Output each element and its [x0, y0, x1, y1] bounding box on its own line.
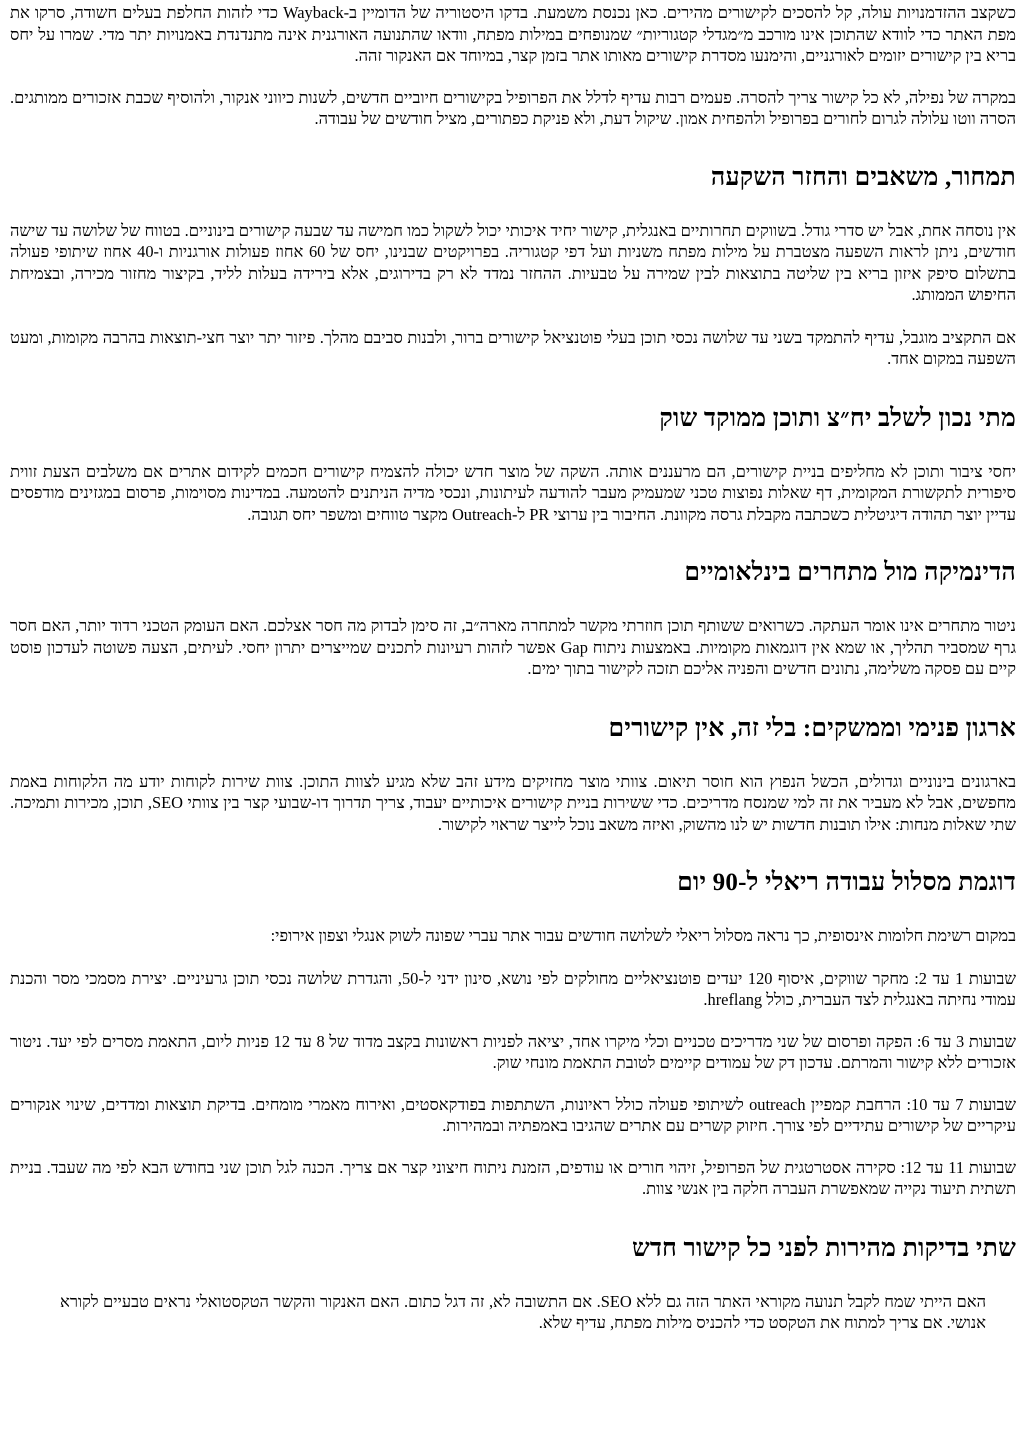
section-paragraph: אין נוסחה אחת, אבל יש סדרי גודל. בשווקים תחרותיים באנגלית, קישור יחיד איכותי יכול לשקול כמו חמישה עד שבעה קישורים בינוניים. בטווח של שלושה עד שישה חודשים, ניתן לראות השפעה מצטברת על מילות מפתח משניות ועל דפי קטגוריה. בפרויקטים שבנינו, יחס של 60 אחוז פעולות אורגניות ו-40 אחוז שיתופי פעולה בתשלום סיפק איזון בריא בין שליטה בתוצאות לבין שמירה על טבעיות. ההחזר נמדד לא רק בדירוגים, אלא בירידה בעלות לליד, בקיצור מחזור מכירה, ובצמיחת החיפוש הממותג. [10, 220, 1016, 304]
plan-step-paragraph: שבועות 7 עד 10: הרחבת קמפיין outreach לשיתופי פעולה כולל ראיונות, השתתפות בפודקאסטים, ואירוח מאמרי מומחים. בדיקת תוצאות ומדדים, שינוי אנקורים עיקריים של קישורים עתידיים לפי צורך. חיזוק קשרים עם אתרים שהגיבו באמפתיה ובמהירות. [10, 1094, 1016, 1135]
section-heading-quick-checks: שתי בדיקות מהירות לפני כל קישור חדש [631, 1234, 1016, 1262]
plan-step-paragraph: שבועות 3 עד 6: הפקה ופרסום של שני מדריכים טכניים וכלי מיקרו אחד, יציאה לפניות ראשונות בקצב מדוד של 8 עד 12 פניות ליום, התאמת מסרים לפי יעד. ניטור אזכורים ללא קישור והמרתם. עדכון דק של עמודים קיימים לטובת התאמת מונחי שוק. [10, 1031, 1016, 1072]
section-paragraph: ניטור מתחרים אינו אומר העתקה. כשרואים ששותף תוכן חוזרתי מקשר למתחרה מארה״ב, זה סימן לבדוק מה חסר אצלכם. האם העומק הטכני רדוד יותר, האם חסר גרף שמסביר תהליך, או שמא אין דוגמאות מקומיות. באמצעות ניתוח Gap אפשר לזהות רעיונות לתכנים שמייצרים יתרון יחסי. לעיתים, הצעה פשוטה לעדכון פוסט קיים עם פסקה משלימה, נתונים חדשים והפניה אליכם תזכה לקישור בתוך ימים. [10, 616, 1016, 678]
section-heading-90-day-plan: דוגמת מסלול עבודה ריאלי ל-90 יום [677, 869, 1016, 896]
plan-step-paragraph: שבועות 1 עד 2: מחקר שווקים, איסוף 120 יעדים פוטנציאליים מחולקים לפי נושא, סינון ידני ל-50, והגדרת שלושה נכסי תוכן גרעיניים. יצירת מסמכי מסר והכנת עמודי נחיתה באנגלית לצד העברית, כולל hreflang. [10, 968, 1016, 1009]
intro-paragraph: במקרה של נפילה, לא כל קישור צריך להסרה. פעמים רבות עדיף לדלל את הפרופיל בקישורים חיוביים חדשים, לשנות כיווני אנקור, ולהוסיף שכבת אזכורים ממותגים. הסרה ווטו עלולה לגרום לחורים בפרופיל ולהפחית אמון. שיקול דעת, ולא פניקת כפתורים, מציל חודשים של עבודה. [10, 87, 1016, 128]
intro-paragraph: כשקצב ההזדמנויות עולה, קל להסכים לקישורים מהירים. כאן נכנסת משמעת. בדקו היסטוריה של הדומיין ב-Wayback כדי לזהות החלפת בעלים חשודה, סרקו את מפת האתר כדי לוודא שהתוכן אינו מורכב מ״מגדלי קטגוריות״ שמנופחים במילות מפתח, וודאו שהתנועה האורגנית אינה מתנדנדת באמנויות יתר מדי. שמרו על יחס בריא בין קישורים יזומים לאורגניים, והימנעו מסדרת קישורים מאותו אתר בזמן קצר, במיוחד אם האנקור זהה. [10, 3, 1016, 65]
section-heading-pricing: תמחור, משאבים והחזר השקעה [710, 163, 1016, 191]
article-page [0, 2, 1024, 1450]
section-heading-competitors: הדינמיקה מול מתחרים בינלאומיים [684, 559, 1016, 586]
section-paragraph: האם הייתי שמח לקבל תנועה מקוראי האתר הזה גם ללא SEO. אם התשובה לא, זה דגל כתום. האם האנקור והקשר הטקסטואלי נראים טבעיים לקורא אנושי. אם צריך למתוח את הטקסט כדי להכניס מילות מפתח, עדיף שלא. [60, 1291, 986, 1332]
section-paragraph: במקום רשימת חלומות אינסופית, כך נראה מסלול ריאלי לשלושה חודשים עבור אתר עברי שפונה לשוק אנגלי וצפון אירופי: [270, 926, 1016, 945]
section-paragraph: יחסי ציבור ותוכן לא מחליפים בניית קישורים, הם מרעננים אותה. השקה של מוצר חדש יכולה להצמיח קישורים חכמים לקידום אתרים אם משלבים הצעת זווית סיפורית לתקשורת המקומית, דף שאלות נפוצות טכני שמעמיק מעבר להודעה לעיתונות, ונכסי מדיה הניתנים להטמעה. במדינות מסוימות, פרסום במגזינים מודפסים עדיין יוצר תהודה דיגיטלית כשכתבה מקבלת גרסה מקוונת. החיבור בין ערוצי PR ל-Outreach מקצר טווחים ומשפר יחס תגובה. [10, 461, 1016, 524]
section-heading-pr: מתי נכון לשלב יח״צ ותוכן ממוקד שוק [659, 404, 1016, 432]
section-paragraph: בארגונים בינוניים וגדולים, הכשל הנפוץ הוא חוסר תיאום. צוותי מוצר מחזיקים מידע זהב שלא מגיע לצוות התוכן. צוות שירות לקוחות יודע מה הלקוחות באמת מחפשים, אבל לא מעביר את זה למי שמנסח מדריכים. כדי ששירות בניית קישורים איכותיים יעבוד, צריך תדרוך דו-שבועי קצר בין צוותי SEO, תוכן, מכירות ותמיכה. שתי שאלות מנחות: אילו תובנות חדשות יש לנו מהשוק, ואיזה משאב נוכל לייצר שראוי לקישור. [10, 771, 1017, 834]
plan-step-paragraph: שבועות 11 עד 12: סקירה אסטרטגית של הפרופיל, זיהוי חורים או עודפים, הזמנת ניתוח חיצוני קצר אם צריך. הכנה לגל תוכן שני בחודש הבא לפי מה שעבד. בניית תשתית תיעוד נקייה שמאפשרת העברה חלקה בין אנשי צוות. [10, 1157, 1017, 1198]
section-paragraph: אם התקציב מוגבל, עדיף להתמקד בשני עד שלושה נכסי תוכן בעלי פוטנציאל קישורים ברור, ולבנות סביבם מהלך. פיזור יתר יוצר חצי-תוצאות בהרבה מקומות, ומעט השפעה במקום אחד. [10, 327, 1016, 368]
section-heading-organization: ארגון פנימי וממשקים: בלי זה, אין קישורים [608, 714, 1016, 742]
